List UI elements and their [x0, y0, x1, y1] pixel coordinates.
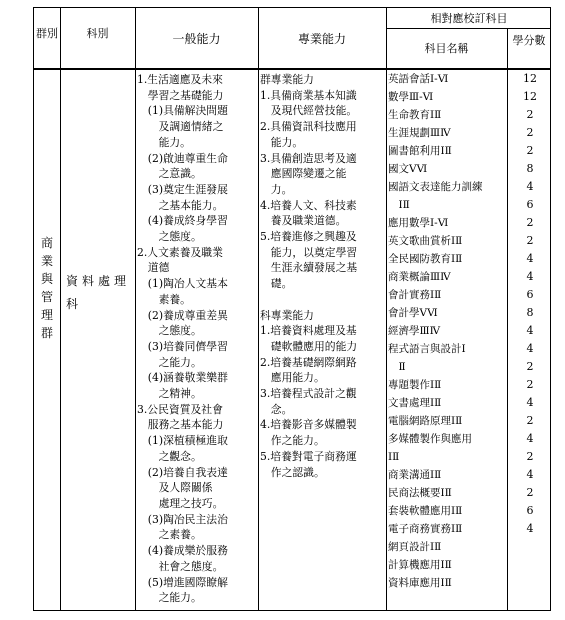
general-ability-line: 學習之基礎能力	[137, 88, 224, 102]
subject-credit: 4	[526, 522, 534, 535]
general-ability-line: (3)奠定生涯發展	[137, 182, 228, 196]
general-ability-line: 服務之基本能力	[137, 418, 224, 432]
subject-name: 國語文表達能力訓練	[388, 181, 483, 193]
subject-name: 會計學ⅤⅥ	[388, 307, 438, 319]
professional-abilities-list	[260, 72, 386, 480]
subject-name: 英語會話Ⅰ-Ⅵ	[388, 73, 449, 85]
header-subject-name: 科目名稱	[424, 42, 469, 55]
group-name	[39, 234, 55, 342]
professional-ability-line: 1.具備商業基本知識	[260, 88, 357, 102]
general-ability-line: 之態度。	[137, 230, 202, 244]
subject-credit: 6	[526, 504, 534, 517]
header-group: 群別	[36, 27, 58, 40]
professional-ability-line: 應用能力。	[260, 371, 325, 385]
professional-ability-line: 5.培養對電子商務運	[260, 449, 357, 463]
general-ability-line: (4)涵養敬業樂群	[137, 371, 228, 385]
general-ability-line: 處理之技巧。	[137, 496, 224, 510]
group-char: 業	[40, 254, 53, 268]
general-ability-line: (3)陶冶民主法治	[137, 512, 228, 526]
general-abilities-list	[137, 72, 258, 606]
subject-name: 專題製作ⅠⅡ	[388, 379, 442, 391]
general-ability-line: (1)陶冶人文基本	[137, 277, 228, 291]
header-credit: 學分數	[512, 34, 546, 47]
professional-ability-line: 應國際變遷之能	[260, 167, 347, 181]
general-ability-line: (2)養成尊重差異	[137, 308, 228, 322]
column-divider	[258, 8, 259, 610]
subject-credit: 2	[526, 234, 534, 247]
subject-credit: 6	[526, 198, 534, 211]
subject-credit	[508, 538, 552, 556]
subject-name: 程式語言與設計Ⅰ	[388, 343, 466, 355]
subject-credit: 4	[526, 252, 534, 265]
header-professional: 專業能力	[297, 32, 346, 46]
professional-ability-line: 養及職業道德。	[260, 214, 347, 228]
subject-credit: 4	[526, 468, 534, 481]
subject-credit: 8	[526, 162, 534, 175]
general-ability-line: 之能力。	[137, 355, 202, 369]
subject-credit: 2	[526, 414, 534, 427]
header-dept: 科別	[86, 27, 109, 40]
general-ability-line: (5)增進國際瞭解	[137, 575, 228, 589]
subject-name: 電子商務實務ⅠⅡ	[388, 523, 463, 535]
general-ability-line: (1)深植積極進取	[137, 434, 228, 448]
subject-name: 計算機應用ⅠⅡ	[388, 559, 452, 571]
general-ability-line: 及人際關係	[137, 481, 213, 495]
subject-name: 民商法概要ⅠⅡ	[388, 487, 452, 499]
subject-name: 英文歌曲賞析ⅠⅡ	[388, 235, 463, 247]
subject-name: 電腦網路原理ⅠⅡ	[388, 415, 463, 427]
dept-name-line2: 科	[66, 297, 79, 311]
subject-credit: 2	[526, 360, 534, 373]
professional-ability-line: 2.具備資訊科技應用	[260, 120, 357, 134]
general-ability-line: 及調適情緒之	[137, 120, 224, 134]
subject-credit: 4	[526, 270, 534, 283]
subject-name: 商業溝通ⅠⅡ	[388, 469, 442, 481]
subject-name: 圖書館利用ⅠⅡ	[388, 145, 452, 157]
subject-name: Ⅱ	[388, 361, 406, 373]
general-ability-line: (1)具備解決問題	[137, 104, 228, 118]
general-ability-line: 之素養。	[137, 528, 202, 542]
professional-ability-line: 2.培養基礎網際網路	[260, 355, 357, 369]
general-ability-line: 之態度。	[137, 324, 202, 338]
general-ability-line: 能力。	[137, 135, 191, 149]
professional-ability-line: 力。	[260, 182, 293, 196]
general-ability-line: 素養。	[137, 292, 191, 306]
general-ability-line: 3.公民資質及社會	[137, 402, 223, 416]
general-ability-line: (4)養成終身學習	[137, 214, 228, 228]
subject-name: 經濟學ⅢⅣ	[388, 325, 441, 337]
subject-name: 國文ⅤⅥ	[388, 163, 428, 175]
professional-ability-line: 能力。	[260, 135, 304, 149]
general-ability-line: 之能力。	[137, 591, 202, 605]
professional-ability-line: 生涯永續發展之基	[260, 261, 358, 275]
general-ability-line: 之觀念。	[137, 449, 202, 463]
subject-credit	[508, 556, 552, 574]
professional-ability-line: 及現代經營技能。	[260, 104, 358, 118]
column-divider	[135, 8, 136, 610]
general-ability-line: 社會之態度。	[137, 559, 224, 573]
general-ability-line: (3)培養同儕學習	[137, 339, 228, 353]
subject-credit: 8	[526, 306, 534, 319]
header-general: 一般能力	[172, 32, 221, 46]
general-ability-line: 2.人文素養及職業	[137, 245, 223, 259]
professional-ability-line: 1.培養資料處理及基	[260, 324, 357, 338]
column-divider	[386, 8, 387, 610]
general-ability-line: 1.生活適應及未來	[137, 73, 223, 86]
subject-credit: 2	[526, 126, 534, 139]
subject-name: 商業概論ⅢⅣ	[388, 271, 451, 283]
subject-credit: 2	[526, 108, 534, 121]
dept-name-line1: 資料處理	[66, 274, 131, 288]
subject-name: 文書處理ⅠⅡ	[388, 397, 442, 409]
subject-credit: 4	[526, 324, 534, 337]
group-char: 群	[40, 326, 53, 340]
professional-ability-line: 4.培養人文、科技素	[260, 198, 357, 212]
subject-list	[388, 70, 506, 592]
subject-credit: 4	[526, 342, 534, 355]
professional-ability-line	[260, 292, 386, 308]
subject-name: 會計實務ⅠⅡ	[388, 289, 442, 301]
subject-credit: 2	[526, 486, 534, 499]
subject-credit: 2	[526, 450, 534, 463]
subject-credit: 4	[526, 180, 534, 193]
professional-ability-line: 群專業能力	[260, 73, 314, 86]
group-char: 理	[40, 308, 53, 322]
professional-ability-line: 3.培養程式設計之觀	[260, 387, 357, 401]
professional-ability-line: 5.培養進修之興趣及	[260, 230, 357, 244]
group-char: 管	[40, 290, 53, 304]
subject-name: 套裝軟體應用ⅠⅡ	[388, 505, 463, 517]
subject-credit: 2	[526, 144, 534, 157]
subject-name: 資料庫應用ⅠⅡ	[388, 577, 452, 589]
subject-credit: 12	[523, 72, 537, 85]
general-ability-line: 之意識。	[137, 167, 202, 181]
curriculum-table	[33, 7, 551, 611]
professional-ability-line: 4.培養影音多媒體製	[260, 418, 357, 432]
professional-ability-line: 念。	[260, 402, 293, 416]
general-ability-line: (4)養成樂於服務	[137, 544, 228, 558]
subject-name: ⅠⅡ	[388, 199, 410, 211]
subject-name: 生涯規劃ⅢⅣ	[388, 127, 451, 139]
subject-name: 應用數學Ⅰ-Ⅵ	[388, 217, 449, 229]
general-ability-line: 道德	[137, 261, 170, 275]
subject-name: ⅠⅡ	[388, 451, 400, 463]
subject-credit: 4	[526, 432, 534, 445]
group-char: 商	[40, 236, 53, 250]
subject-name: 生命教育ⅠⅡ	[388, 109, 442, 121]
professional-ability-line: 礎。	[260, 277, 293, 291]
subject-credit: 6	[526, 288, 534, 301]
credit-list	[508, 70, 552, 592]
subject-name: 多媒體製作與應用	[388, 433, 472, 445]
subject-credit: 2	[526, 216, 534, 229]
professional-ability-line: 作之認識。	[260, 465, 325, 479]
column-divider	[60, 8, 61, 610]
subject-credit: 2	[526, 378, 534, 391]
subject-credit	[508, 574, 552, 592]
general-ability-line: (2)培養自我表達	[137, 465, 228, 479]
group-char: 與	[40, 272, 53, 286]
professional-ability-line: 作之能力。	[260, 434, 325, 448]
header-corresponding: 相對應校訂科目	[430, 12, 508, 25]
subject-credit: 12	[523, 90, 537, 103]
subject-name: 數學Ⅲ-Ⅵ	[388, 91, 434, 103]
row-divider	[386, 28, 550, 29]
professional-ability-line: 科專業能力	[260, 308, 314, 322]
subject-credit: 4	[526, 396, 534, 409]
professional-ability-line: 3.具備創造思考及適	[260, 151, 357, 165]
professional-ability-line: 能力，以奠定學習	[260, 245, 358, 259]
general-ability-line: 之基本能力。	[137, 198, 224, 212]
general-ability-line: (2)啟迪尊重生命	[137, 151, 228, 165]
general-ability-line: 之精神。	[137, 387, 202, 401]
subject-name: 全民國防教育ⅠⅡ	[388, 253, 463, 265]
subject-name: 網頁設計ⅠⅡ	[388, 541, 442, 553]
professional-ability-line: 礎軟體應用的能力	[260, 339, 358, 353]
